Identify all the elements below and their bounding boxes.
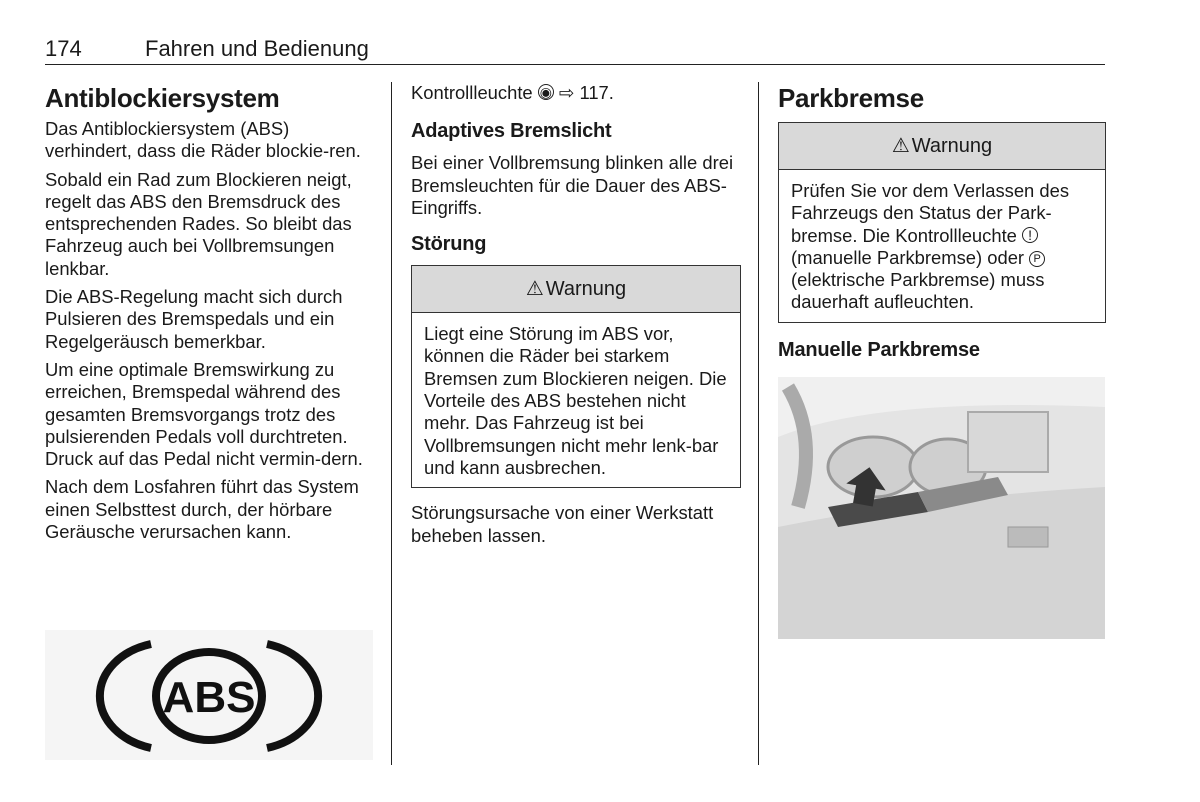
paragraph: Sobald ein Rad zum Blockieren neigt, regelt das ABS den Bremsdruck des entsprechenden Rades. So bleibt das Fahrzeug auch bei Vollbremsungen lenkbar. — [45, 168, 352, 279]
column-abs — [45, 82, 375, 549]
chapter-title: Fahren und Bedienung — [145, 36, 369, 61]
warning-box — [778, 122, 1106, 323]
column-divider — [758, 82, 759, 765]
section-title-parking-brake: Parkbremse — [778, 83, 924, 113]
manual-parking-brake-photo — [778, 377, 1105, 639]
page-reference-arrow-icon: ⇨ — [558, 82, 575, 103]
section-title-abs: Antiblockiersystem — [45, 83, 280, 113]
warning-triangle-icon: ⚠ — [525, 278, 544, 301]
abs-warning-light-figure — [45, 630, 373, 760]
electric-parking-brake-icon: P — [1029, 251, 1045, 267]
parking-brake-illustration — [778, 377, 1105, 639]
warning-header: ⚠ Warnung — [412, 266, 740, 313]
abs-light-icon: ◉ — [539, 84, 552, 100]
column-brakes — [411, 82, 741, 553]
page-number: 174 — [45, 36, 82, 61]
heading-malfunction: Störung — [411, 233, 487, 256]
heading-manual-parking-brake: Manuelle Parkbremse — [778, 338, 980, 361]
warning-header: ⚠ Warnung — [779, 123, 1105, 170]
warning-text: Prüfen Sie vor dem Verlassen des Fahrzeugs den Status der Park-bremse. Die Kontrollleuchte ! (manuelle Parkbremse) oder P (elektrische Parkbremse) muss dauerhaft aufleuchten. — [791, 180, 1070, 313]
warning-text: Liegt eine Störung im ABS vor, können die Räder bei starkem Bremsen zum Blockieren neigen. Die Vorteile des ABS bestehen nicht mehr. Das Fahrzeug ist bei Vollbremsungen nicht mehr lenk-bar und kann ausbrechen. — [424, 323, 727, 478]
warning-box — [411, 265, 741, 488]
paragraph: Nach dem Losfahren führt das System einen Selbsttest durch, der hörbare Geräusche verursachen kann. — [45, 476, 359, 543]
page-header — [45, 34, 1105, 65]
warning-triangle-icon: ⚠ — [891, 135, 910, 157]
paragraph: Das Antiblockiersystem (ABS) verhindert, dass die Räder blockie-ren. — [45, 118, 361, 162]
heading-adaptive-brake-light: Adaptives Bremslicht — [411, 120, 612, 143]
paragraph: Bei einer Vollbremsung blinken alle drei Bremsleuchten für die Dauer des ABS-Eingriffs. — [411, 152, 734, 218]
abs-symbol-text: ABS — [162, 673, 256, 722]
paragraph: Um eine optimale Bremswirkung zu erreichen, Bremspedal während des gesamten Bremsvorgangs trotz des pulsierenden Pedals voll durchtreten. Druck auf das Pedal nicht vermin-dern. — [45, 358, 363, 470]
warning-light-reference: Kontrollleuchte ◉ ⇨ 117. — [411, 82, 614, 103]
column-divider — [391, 82, 392, 765]
paragraph: Die ABS-Regelung macht sich durch Pulsieren des Bremspedals und ein Regelgeräusch bemerkbar. — [45, 286, 343, 352]
abs-icon — [45, 630, 373, 760]
parking-brake-light-icon: ! — [1022, 227, 1038, 243]
column-parking-brake — [778, 82, 1106, 371]
paragraph: Störungsursache von einer Werkstatt beheben lassen. — [411, 502, 714, 546]
